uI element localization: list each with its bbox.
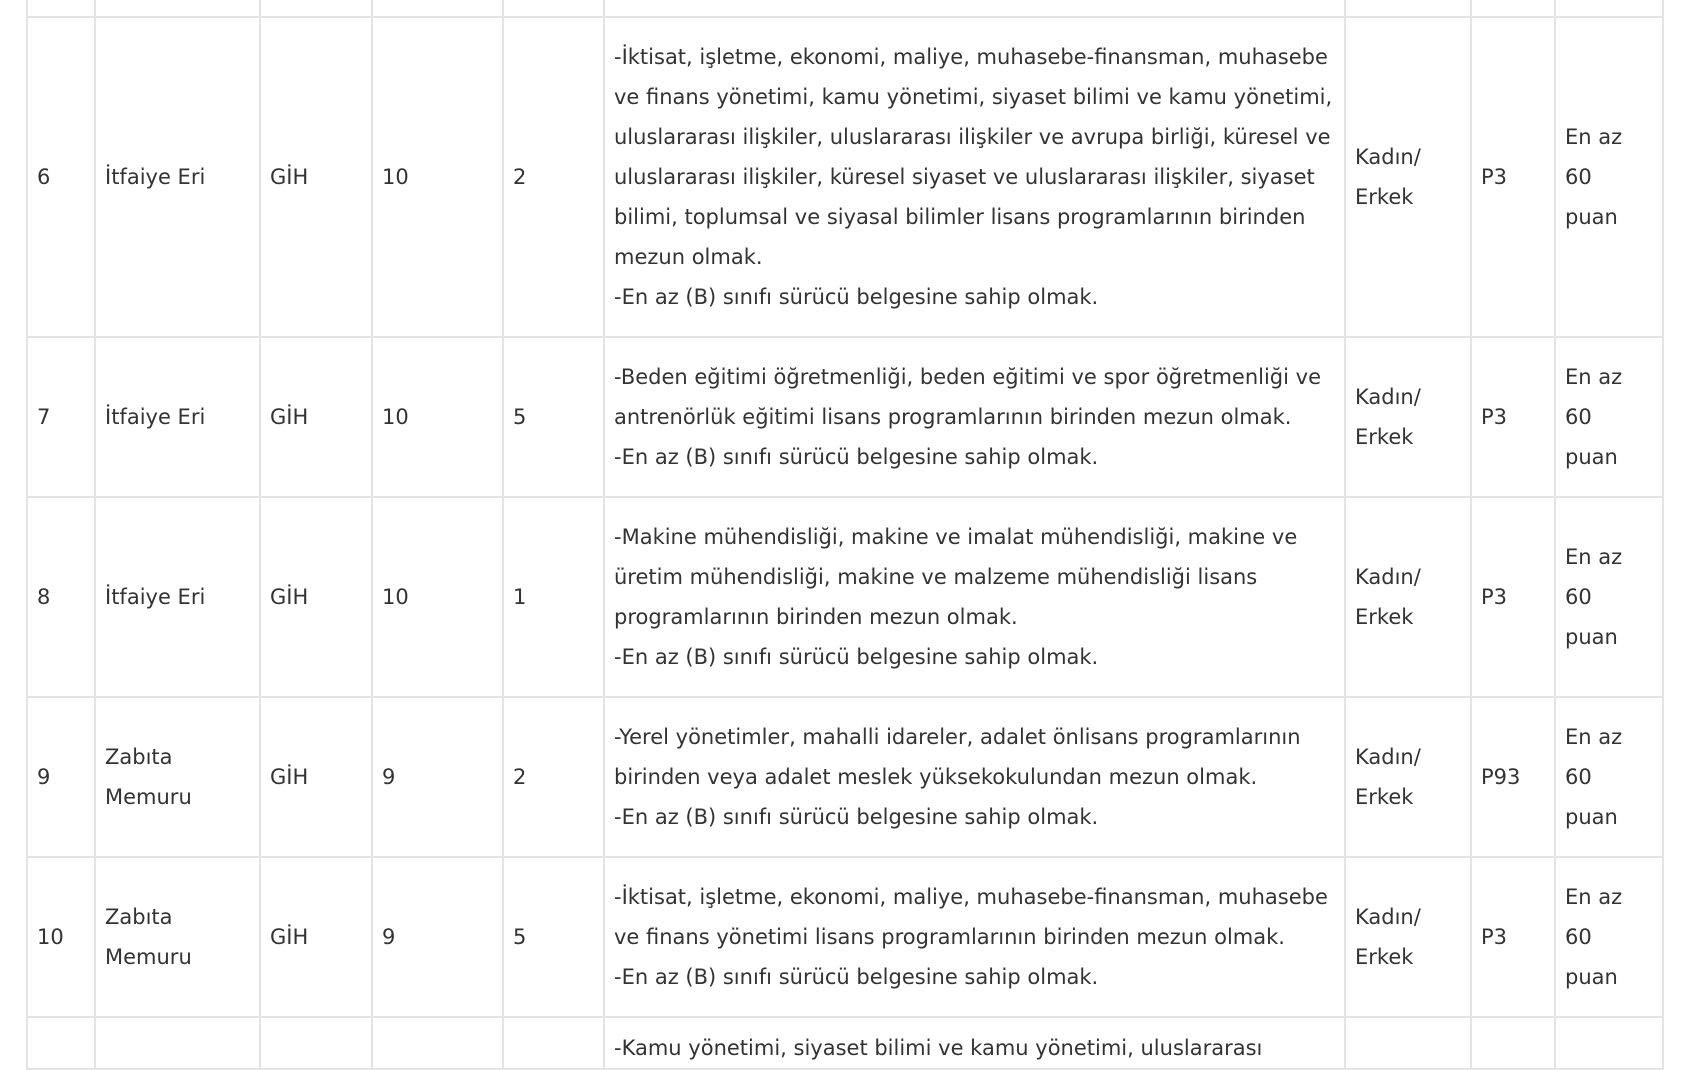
requirement-line: -En az (B) sınıfı sürücü belgesine sahip olmak. (614, 645, 1099, 669)
kpss-cell (1471, 337, 1555, 497)
title-cell (95, 337, 260, 497)
score-line: puan (1565, 625, 1618, 649)
class-cell (260, 337, 372, 497)
degree-cell (372, 857, 503, 1017)
gender-line: Erkek (1355, 785, 1414, 809)
gender-line: Kadın/ (1355, 145, 1421, 169)
cell (95, 1017, 260, 1069)
cell (1555, 1017, 1663, 1069)
row-number-cell (27, 337, 95, 497)
row-number: 10 (37, 925, 64, 949)
kpss-cell (1471, 857, 1555, 1017)
cell (260, 1017, 372, 1069)
requirement-line: -Makine mühendisliği, makine ve imalat mühendisliği, makine ve (614, 525, 1298, 549)
score-line: puan (1565, 805, 1618, 829)
gender-line: Erkek (1355, 185, 1414, 209)
title-cell (95, 17, 260, 337)
table-row (27, 17, 1663, 337)
requirements-cell (604, 337, 1345, 497)
requirement-line: -Yerel yönetimler, mahalli idareler, adalet önlisans programlarının (614, 725, 1301, 749)
requirement-line: antrenörlük eğitimi lisans programlarının birinden mezun olmak. (614, 405, 1292, 429)
table-body (27, 0, 1663, 1069)
count-cell (503, 337, 604, 497)
score-line: En az (1565, 725, 1623, 749)
degree-cell (372, 337, 503, 497)
requirement-line: birinden veya adalet meslek yüksekokulundan mezun olmak. (614, 765, 1258, 789)
position-class: GİH (270, 765, 309, 789)
requirement-line: -İktisat, işletme, ekonomi, maliye, muhasebe-finansman, muhasebe (614, 885, 1328, 909)
requirement-line: bilimi, toplumsal ve siyasal bilimler lisans programlarının birinden (614, 205, 1306, 229)
requirement-line: -İktisat, işletme, ekonomi, maliye, muhasebe-finansman, muhasebe (614, 45, 1328, 69)
requirement-line: -En az (B) sınıfı sürücü belgesine sahip olmak. (614, 965, 1099, 989)
position-degree: 10 (382, 165, 409, 189)
class-cell (260, 857, 372, 1017)
cell (95, 0, 260, 17)
cell (1345, 1017, 1471, 1069)
score-line: En az (1565, 125, 1623, 149)
gender-line: Erkek (1355, 945, 1414, 969)
title-cell (95, 697, 260, 857)
requirement-line: uluslararası ilişkiler, uluslararası ilişkiler ve avrupa birliği, küresel ve (614, 125, 1331, 149)
cell (260, 0, 372, 17)
score-line: En az (1565, 545, 1623, 569)
position-title: İtfaiye Eri (105, 405, 206, 429)
position-class: GİH (270, 925, 309, 949)
cell (604, 0, 1345, 17)
requirements-cell (604, 1017, 1345, 1069)
count-cell (503, 17, 604, 337)
requirements-cell (604, 697, 1345, 857)
position-count: 2 (513, 765, 527, 789)
gender-cell (1345, 857, 1471, 1017)
table-row-clipped-top (27, 0, 1663, 17)
row-number: 6 (37, 165, 51, 189)
score-line: 60 (1565, 585, 1592, 609)
kpss-type: P93 (1481, 765, 1521, 789)
cell (27, 1017, 95, 1069)
table-row-partial (27, 1017, 1663, 1069)
gender-line: Erkek (1355, 605, 1414, 629)
position-degree: 10 (382, 585, 409, 609)
row-number-cell (27, 697, 95, 857)
score-line: puan (1565, 205, 1618, 229)
gender-cell (1345, 497, 1471, 697)
count-cell (503, 497, 604, 697)
gender-line: Kadın/ (1355, 565, 1421, 589)
requirement-line: -En az (B) sınıfı sürücü belgesine sahip olmak. (614, 285, 1099, 309)
score-line: 60 (1565, 925, 1592, 949)
count-cell (503, 857, 604, 1017)
requirements-cell (604, 857, 1345, 1017)
position-count: 5 (513, 405, 527, 429)
cell (1345, 0, 1471, 17)
degree-cell (372, 17, 503, 337)
cell (503, 1017, 604, 1069)
positions-table-container (26, 0, 1662, 1070)
kpss-cell (1471, 497, 1555, 697)
degree-cell (372, 497, 503, 697)
position-class: GİH (270, 585, 309, 609)
position-title: İtfaiye Eri (105, 165, 206, 189)
score-line: puan (1565, 965, 1618, 989)
position-title: Zabıta Memuru (105, 745, 192, 809)
requirement-line: programlarının birinden mezun olmak. (614, 605, 1018, 629)
title-cell (95, 497, 260, 697)
gender-cell (1345, 697, 1471, 857)
row-number: 9 (37, 765, 51, 789)
requirement-line: -Kamu yönetimi, siyaset bilimi ve kamu yönetimi, uluslararası (614, 1036, 1263, 1060)
requirement-line: mezun olmak. (614, 245, 763, 269)
requirement-line: -Beden eğitimi öğretmenliği, beden eğitimi ve spor öğretmenliği ve (614, 365, 1321, 389)
class-cell (260, 17, 372, 337)
positions-table (26, 0, 1664, 1070)
requirement-line: üretim mühendisliği, makine ve malzeme mühendisliği lisans (614, 565, 1258, 589)
cell (1471, 0, 1555, 17)
kpss-type: P3 (1481, 585, 1508, 609)
count-cell (503, 697, 604, 857)
score-line: puan (1565, 445, 1618, 469)
position-degree: 10 (382, 405, 409, 429)
class-cell (260, 697, 372, 857)
title-cell (95, 857, 260, 1017)
table-row (27, 337, 1663, 497)
row-number: 8 (37, 585, 51, 609)
position-class: GİH (270, 405, 309, 429)
score-line: En az (1565, 885, 1623, 909)
requirements-cell (604, 497, 1345, 697)
kpss-cell (1471, 17, 1555, 337)
row-number-cell (27, 857, 95, 1017)
position-title: İtfaiye Eri (105, 585, 206, 609)
gender-line: Erkek (1355, 425, 1414, 449)
row-number-cell (27, 17, 95, 337)
kpss-type: P3 (1481, 925, 1508, 949)
position-count: 2 (513, 165, 527, 189)
kpss-cell (1471, 697, 1555, 857)
position-count: 5 (513, 925, 527, 949)
requirements-cell (604, 17, 1345, 337)
cell (372, 0, 503, 17)
score-cell (1555, 17, 1663, 337)
gender-line: Kadın/ (1355, 745, 1421, 769)
cell (372, 1017, 503, 1069)
row-number: 7 (37, 405, 51, 429)
score-line: 60 (1565, 765, 1592, 789)
degree-cell (372, 697, 503, 857)
score-line: 60 (1565, 405, 1592, 429)
score-cell (1555, 337, 1663, 497)
position-degree: 9 (382, 765, 396, 789)
score-line: En az (1565, 365, 1623, 389)
cell (27, 0, 95, 17)
gender-line: Kadın/ (1355, 385, 1421, 409)
requirement-line: ve finans yönetimi lisans programlarının birinden mezun olmak. (614, 925, 1285, 949)
kpss-type: P3 (1481, 165, 1508, 189)
score-cell (1555, 857, 1663, 1017)
score-cell (1555, 697, 1663, 857)
score-line: 60 (1565, 165, 1592, 189)
cell (503, 0, 604, 17)
requirement-line: uluslararası ilişkiler, küresel siyaset ve uluslararası ilişkiler, siyaset (614, 165, 1315, 189)
requirement-line: -En az (B) sınıfı sürücü belgesine sahip olmak. (614, 805, 1099, 829)
position-degree: 9 (382, 925, 396, 949)
kpss-type: P3 (1481, 405, 1508, 429)
table-row (27, 697, 1663, 857)
requirement-line: ve finans yönetimi, kamu yönetimi, siyaset bilimi ve kamu yönetimi, (614, 85, 1333, 109)
table-row (27, 857, 1663, 1017)
position-title: Zabıta Memuru (105, 905, 192, 969)
gender-cell (1345, 337, 1471, 497)
class-cell (260, 497, 372, 697)
score-cell (1555, 497, 1663, 697)
table-row (27, 497, 1663, 697)
cell (1555, 0, 1663, 17)
row-number-cell (27, 497, 95, 697)
requirement-line: -En az (B) sınıfı sürücü belgesine sahip olmak. (614, 445, 1099, 469)
cell (1471, 1017, 1555, 1069)
gender-line: Kadın/ (1355, 905, 1421, 929)
gender-cell (1345, 17, 1471, 337)
position-class: GİH (270, 165, 309, 189)
position-count: 1 (513, 585, 527, 609)
